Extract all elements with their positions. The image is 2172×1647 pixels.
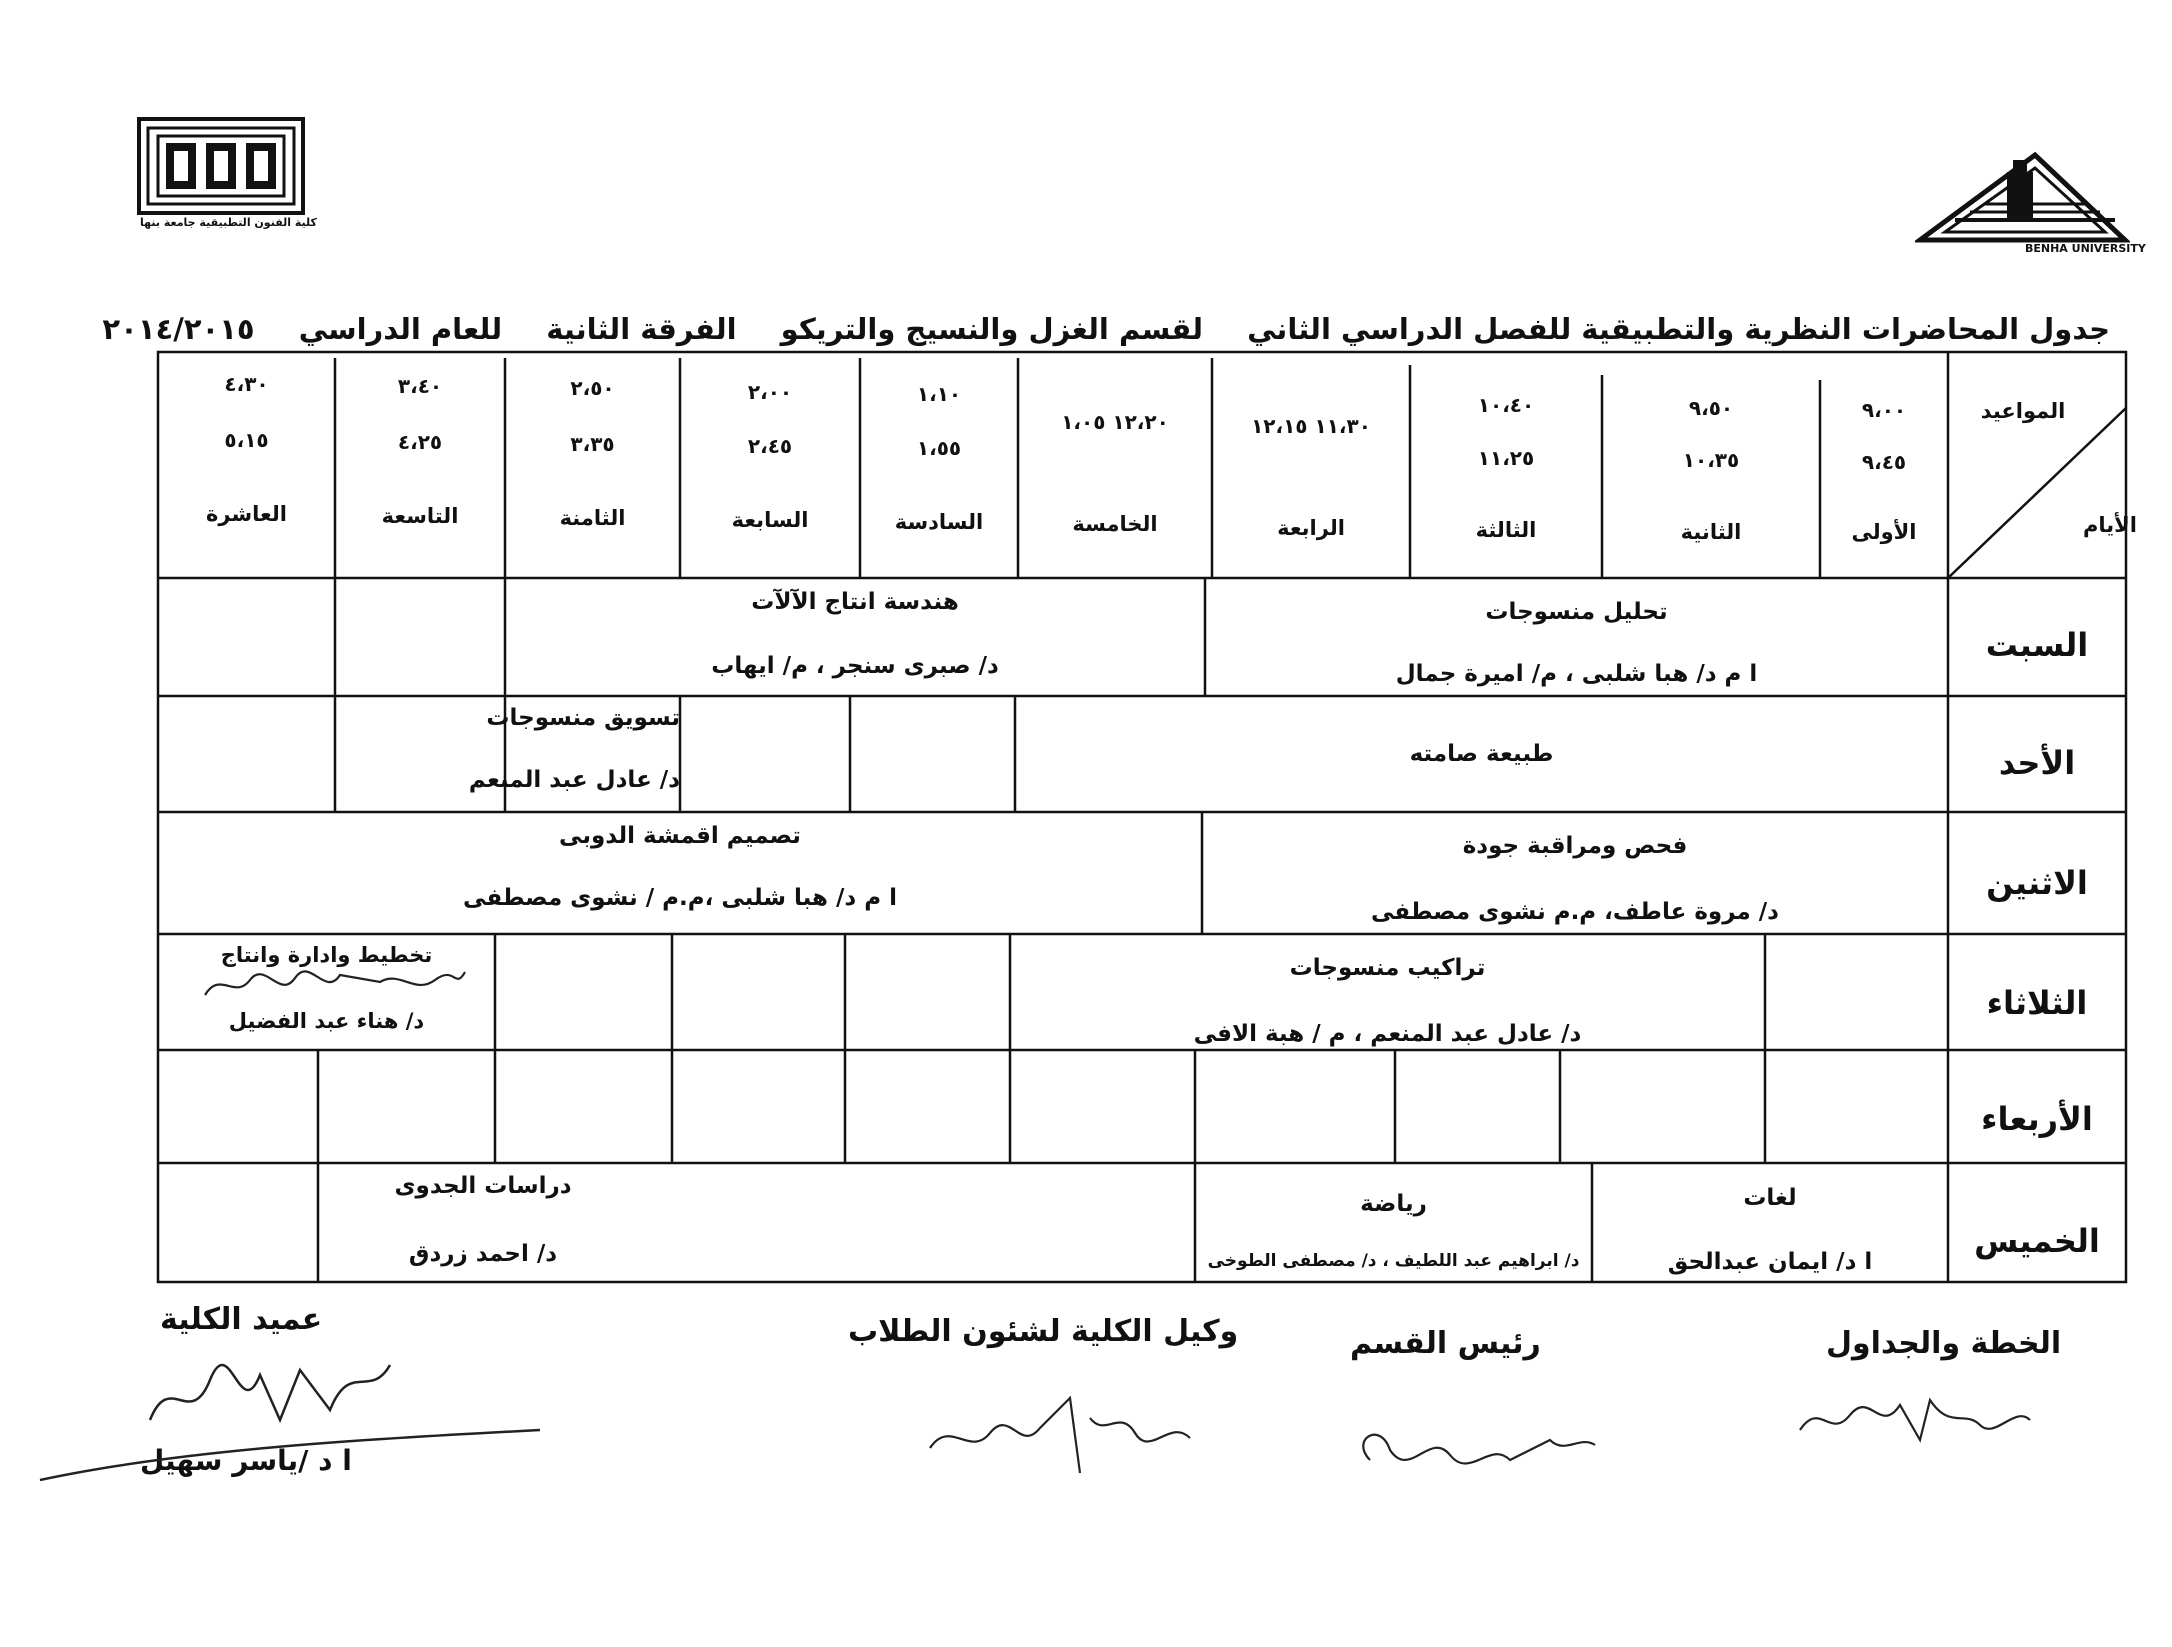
period-5-name: الخامسة bbox=[1072, 512, 1158, 536]
period-8-start: ٢،٥٠ bbox=[570, 376, 615, 400]
period-1-end: ٩،٤٥ bbox=[1861, 450, 1907, 474]
day-sunday: الأحد bbox=[1998, 744, 2076, 782]
session-staff: د/ صبرى سنجر ، م/ ايهاب bbox=[711, 653, 999, 679]
period-9-end: ٤،٢٥ bbox=[397, 430, 443, 454]
session-staff: ا د/ ايمان عبدالحق bbox=[1667, 1249, 1873, 1275]
signature-title-plan: الخطة والجداول bbox=[1826, 1326, 2062, 1361]
period-8-end: ٣،٣٥ bbox=[570, 432, 615, 456]
session-course: تخطيط وادارة وانتاج bbox=[220, 943, 433, 967]
day-wednesday: الأربعاء bbox=[1981, 1100, 2093, 1138]
period-8-name: الثامنة bbox=[559, 506, 626, 530]
session-course: فحص ومراقبة جودة bbox=[1462, 833, 1688, 859]
handwritten-signature bbox=[30, 1330, 550, 1490]
session-course: هندسة انتاج الآلآت bbox=[751, 589, 959, 615]
title-main: جدول المحاضرات النظرية والتطبيقية للفصل الدراسي الثاني bbox=[1247, 312, 2110, 346]
signature-title-vice-dean: وكيل الكلية لشئون الطلاب bbox=[848, 1314, 1239, 1349]
session-course: تراكيب منسوجات bbox=[1289, 955, 1486, 981]
session-course: تصميم اقمشة الدوبى bbox=[559, 823, 801, 849]
period-3-name: الثالثة bbox=[1475, 518, 1537, 542]
signature-title-dean: عميد الكلية bbox=[160, 1302, 323, 1337]
period-4-time: ١١،٣٠ ١٢،١٥ bbox=[1251, 414, 1371, 438]
day-tuesday: الثلاثاء bbox=[1986, 984, 2088, 1022]
session-course: رياضة bbox=[1360, 1191, 1427, 1217]
faculty-logo-caption: كلية الفنون التطبيقية جامعة بنها bbox=[140, 216, 317, 229]
title-year: ٢٠١٤/٢٠١٥ bbox=[102, 312, 255, 346]
day-thursday: الخميس bbox=[1974, 1222, 2100, 1260]
period-6-end: ١،٥٥ bbox=[916, 436, 962, 460]
session-course: طبيعة صامته bbox=[1409, 741, 1554, 767]
period-10-start: ٤،٣٠ bbox=[224, 372, 269, 396]
university-logo-caption: BENHA UNIVERSITY bbox=[2025, 242, 2146, 255]
period-7-end: ٢،٤٥ bbox=[747, 434, 793, 458]
session-staff: ا م د/ هبا شلبى ، م/ اميرة جمال bbox=[1395, 661, 1758, 687]
session-staff: ا م د/ هبا شلبى ،م.م / نشوى مصطفى bbox=[463, 885, 897, 911]
session-course: تسويق منسوجات bbox=[486, 705, 680, 731]
signature-title-head: رئيس القسم bbox=[1350, 1326, 1541, 1361]
period-3-start: ١٠،٤٠ bbox=[1477, 393, 1535, 417]
handwritten-signature bbox=[1790, 1380, 2040, 1460]
period-4-name: الرابعة bbox=[1277, 516, 1345, 540]
handwritten-signature bbox=[1350, 1400, 1610, 1490]
session-staff: د/ هناء عبد الفضيل bbox=[228, 1009, 425, 1033]
period-10-name: العاشرة bbox=[206, 502, 287, 526]
session-course: لغات bbox=[1743, 1185, 1797, 1211]
period-9-name: التاسعة bbox=[381, 504, 459, 528]
days-header-label: الأيام bbox=[2083, 513, 2137, 537]
dean-name: ا د /ياسر سهيل bbox=[140, 1444, 352, 1477]
handwritten-signature bbox=[920, 1378, 1200, 1488]
period-1-start: ٩،٠٠ bbox=[1861, 398, 1907, 422]
period-2-name: الثانية bbox=[1680, 520, 1742, 544]
session-staff: د/ مروة عاطف، م.م نشوى مصطفى bbox=[1371, 899, 1779, 925]
session-staff: د/ احمد زردق bbox=[408, 1241, 558, 1267]
title-grade: الفرقة الثانية bbox=[546, 312, 737, 346]
period-5-time: ١٢،٢٠ ١،٠٥ bbox=[1061, 410, 1169, 434]
session-staff: د/ عادل عبد المنعم bbox=[468, 767, 680, 793]
day-saturday: السبت bbox=[1985, 626, 2089, 664]
session-course: دراسات الجدوى bbox=[394, 1173, 572, 1199]
period-10-end: ٥،١٥ bbox=[224, 428, 269, 452]
title-department: لقسم الغزل والنسيج والتريكو bbox=[780, 312, 1203, 346]
times-header-label: المواعيد bbox=[1980, 399, 2066, 423]
period-1-name: الأولى bbox=[1851, 520, 1917, 544]
period-7-start: ٢،٠٠ bbox=[747, 380, 793, 404]
period-7-name: السابعة bbox=[731, 508, 809, 532]
session-staff: د/ عادل عبد المنعم ، م / هبة الافى bbox=[1193, 1021, 1582, 1047]
session-staff: د/ ابراهيم عبد اللطيف ، د/ مصطفى الطوخى bbox=[1207, 1251, 1580, 1271]
period-6-name: السادسة bbox=[894, 510, 984, 534]
period-9-start: ٣،٤٠ bbox=[397, 374, 443, 398]
handwritten-signature bbox=[200, 960, 470, 1010]
title-year-label: للعام الدراسي bbox=[298, 312, 503, 346]
session-course: تحليل منسوجات bbox=[1485, 599, 1668, 625]
period-3-end: ١١،٢٥ bbox=[1477, 446, 1535, 470]
period-2-start: ٩،٥٠ bbox=[1688, 396, 1734, 420]
day-monday: الاثنين bbox=[1986, 864, 2088, 902]
period-2-end: ١٠،٣٥ bbox=[1682, 448, 1740, 472]
period-6-start: ١،١٠ bbox=[916, 382, 962, 406]
